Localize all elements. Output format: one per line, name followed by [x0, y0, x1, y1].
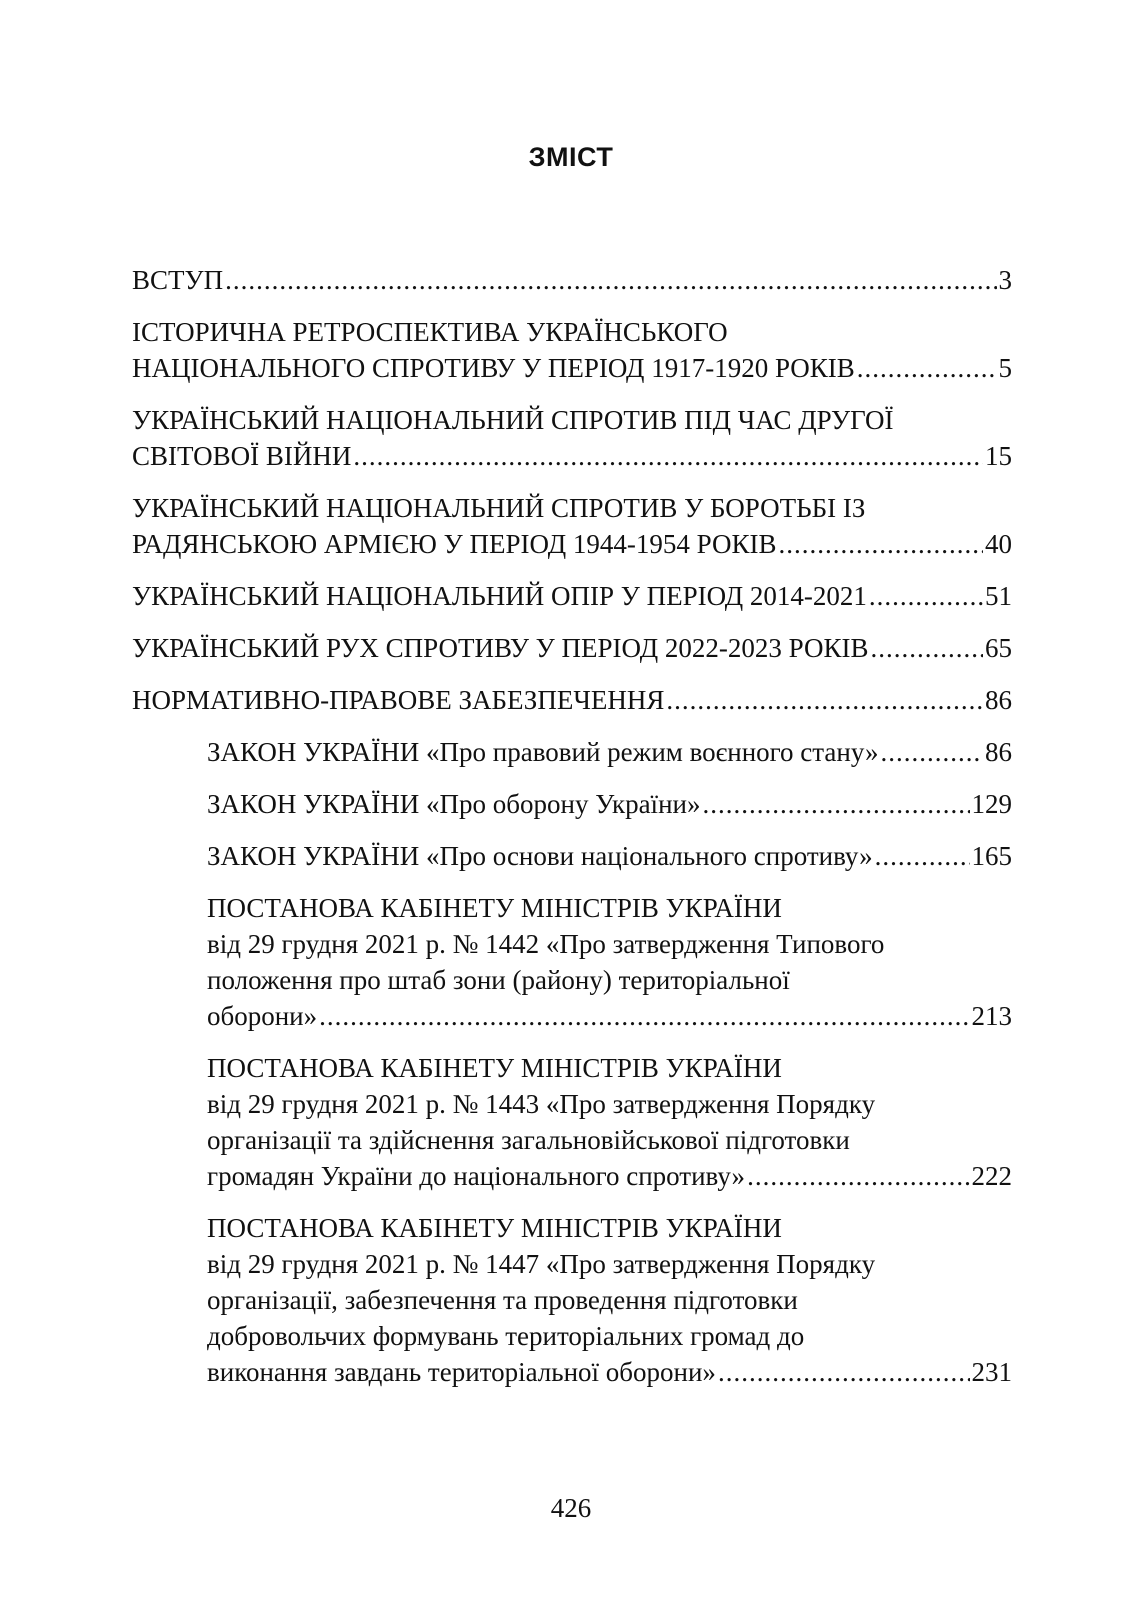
- toc-page-number: 65: [985, 633, 1012, 663]
- leader-dots: [875, 838, 970, 874]
- toc-subentry-resolution-1443[interactable]: [207, 1050, 1012, 1194]
- page-number: 426: [550, 1493, 592, 1523]
- toc-page-number: 165: [971, 841, 1012, 871]
- toc-page-number: 213: [971, 1001, 1012, 1031]
- leader-dots: [225, 262, 996, 298]
- toc-entry-title: РАДЯНСЬКОЮ АРМІЄЮ У ПЕРІОД 1944-1954 РОКІВ: [132, 529, 777, 559]
- toc-entry-title: ВСТУП: [132, 265, 224, 295]
- toc-subentry-resolution-1447[interactable]: [207, 1210, 1012, 1390]
- toc-entry-title: оборони»: [207, 1001, 318, 1031]
- toc-entry-title-line: ПОСТАНОВА КАБІНЕТУ МІНІСТРІВ УКРАЇНИ: [207, 1213, 782, 1243]
- toc-page-number: 3: [998, 265, 1012, 295]
- toc-entry-title-line: ПОСТАНОВА КАБІНЕТУ МІНІСТРІВ УКРАЇНИ: [207, 1053, 782, 1083]
- leader-dots: [778, 526, 983, 562]
- leader-dots: [870, 630, 983, 666]
- toc-entry-2014-2021[interactable]: [132, 578, 1012, 614]
- toc-entry-title-line: ПОСТАНОВА КАБІНЕТУ МІНІСТРІВ УКРАЇНИ: [207, 893, 782, 923]
- toc-entry-title-line: від 29 грудня 2021 р. № 1443 «Про затвердження Порядку: [207, 1089, 876, 1119]
- page-title: ЗМІСТ: [528, 142, 614, 172]
- leader-dots: [718, 1354, 970, 1390]
- toc-page-number: 231: [971, 1357, 1012, 1387]
- leader-dots: [666, 682, 983, 718]
- toc-entry-1944-1954[interactable]: [132, 490, 1012, 562]
- toc-entry-title-line: положення про штаб зони (району) територіальної: [207, 965, 790, 995]
- toc-entry-title-line: УКРАЇНСЬКИЙ НАЦІОНАЛЬНИЙ СПРОТИВ У БОРОТЬБІ ІЗ: [132, 493, 866, 523]
- toc-entry-title: НАЦІОНАЛЬНОГО СПРОТИВУ У ПЕРІОД 1917-1920 РОКІВ: [132, 353, 855, 383]
- toc-page-number: 129: [971, 789, 1012, 819]
- leader-dots: [869, 578, 983, 614]
- toc-entry-ww2[interactable]: [132, 402, 1012, 474]
- toc-subentry-defense-law[interactable]: [207, 786, 1012, 822]
- leader-dots: [702, 786, 969, 822]
- toc-entry-intro[interactable]: [132, 262, 1012, 298]
- toc-entry-title: ЗАКОН УКРАЇНИ «Про правовий режим воєнного стану»: [207, 737, 879, 767]
- toc-entry-title-line: УКРАЇНСЬКИЙ НАЦІОНАЛЬНИЙ СПРОТИВ ПІД ЧАС ДРУГОЇ: [132, 405, 894, 435]
- toc-entry-1917-1920[interactable]: [132, 314, 1012, 386]
- leader-dots: [353, 438, 983, 474]
- toc-entry-title: СВІТОВОЇ ВІЙНИ: [132, 441, 352, 471]
- toc-entry-title-line: ІСТОРИЧНА РЕТРОСПЕКТИВА УКРАЇНСЬКОГО: [132, 317, 728, 347]
- toc-subentry-resistance-law[interactable]: [207, 838, 1012, 874]
- toc-entry-title-line: організації, забезпечення та проведення підготовки: [207, 1285, 798, 1315]
- toc-entry-title: УКРАЇНСЬКИЙ НАЦІОНАЛЬНИЙ ОПІР У ПЕРІОД 2014-2021: [132, 581, 867, 611]
- toc-entry-2022-2023[interactable]: [132, 630, 1012, 666]
- toc-page-number: 51: [985, 581, 1012, 611]
- toc-entry-title-line: від 29 грудня 2021 р. № 1442 «Про затвердження Типового: [207, 929, 885, 959]
- toc-entry-title-line: від 29 грудня 2021 р. № 1447 «Про затвердження Порядку: [207, 1249, 876, 1279]
- toc-page-number: 222: [971, 1161, 1012, 1191]
- toc-subentry-martial-law[interactable]: [207, 734, 1012, 770]
- leader-dots: [857, 350, 997, 386]
- leader-dots: [881, 734, 983, 770]
- toc-subentry-resolution-1442[interactable]: [207, 890, 1012, 1034]
- table-of-contents: [132, 262, 1012, 1406]
- leader-dots: [747, 1158, 969, 1194]
- toc-entry-title: ЗАКОН УКРАЇНИ «Про оборону України»: [207, 789, 701, 819]
- toc-page-number: 15: [985, 441, 1012, 471]
- toc-page-number: 86: [985, 685, 1012, 715]
- toc-page-number: 40: [985, 529, 1012, 559]
- toc-entry-title-line: добровольчих формувань територіальних громад до: [207, 1321, 805, 1351]
- leader-dots: [319, 998, 969, 1034]
- toc-entry-title: ЗАКОН УКРАЇНИ «Про основи національного спротиву»: [207, 841, 873, 871]
- toc-entry-title: громадян України до національного спротиву»: [207, 1161, 746, 1191]
- toc-entry-legal[interactable]: [132, 682, 1012, 718]
- toc-entry-title-line: організації та здійснення загальновійськової підготовки: [207, 1125, 850, 1155]
- toc-entry-title: УКРАЇНСЬКИЙ РУХ СПРОТИВУ У ПЕРІОД 2022-2023 РОКІВ: [132, 633, 869, 663]
- toc-entry-title: виконання завдань територіальної оборони»: [207, 1357, 716, 1387]
- toc-page-number: 5: [998, 353, 1012, 383]
- toc-page-number: 86: [985, 737, 1012, 767]
- toc-entry-title: НОРМАТИВНО-ПРАВОВЕ ЗАБЕЗПЕЧЕННЯ: [132, 685, 665, 715]
